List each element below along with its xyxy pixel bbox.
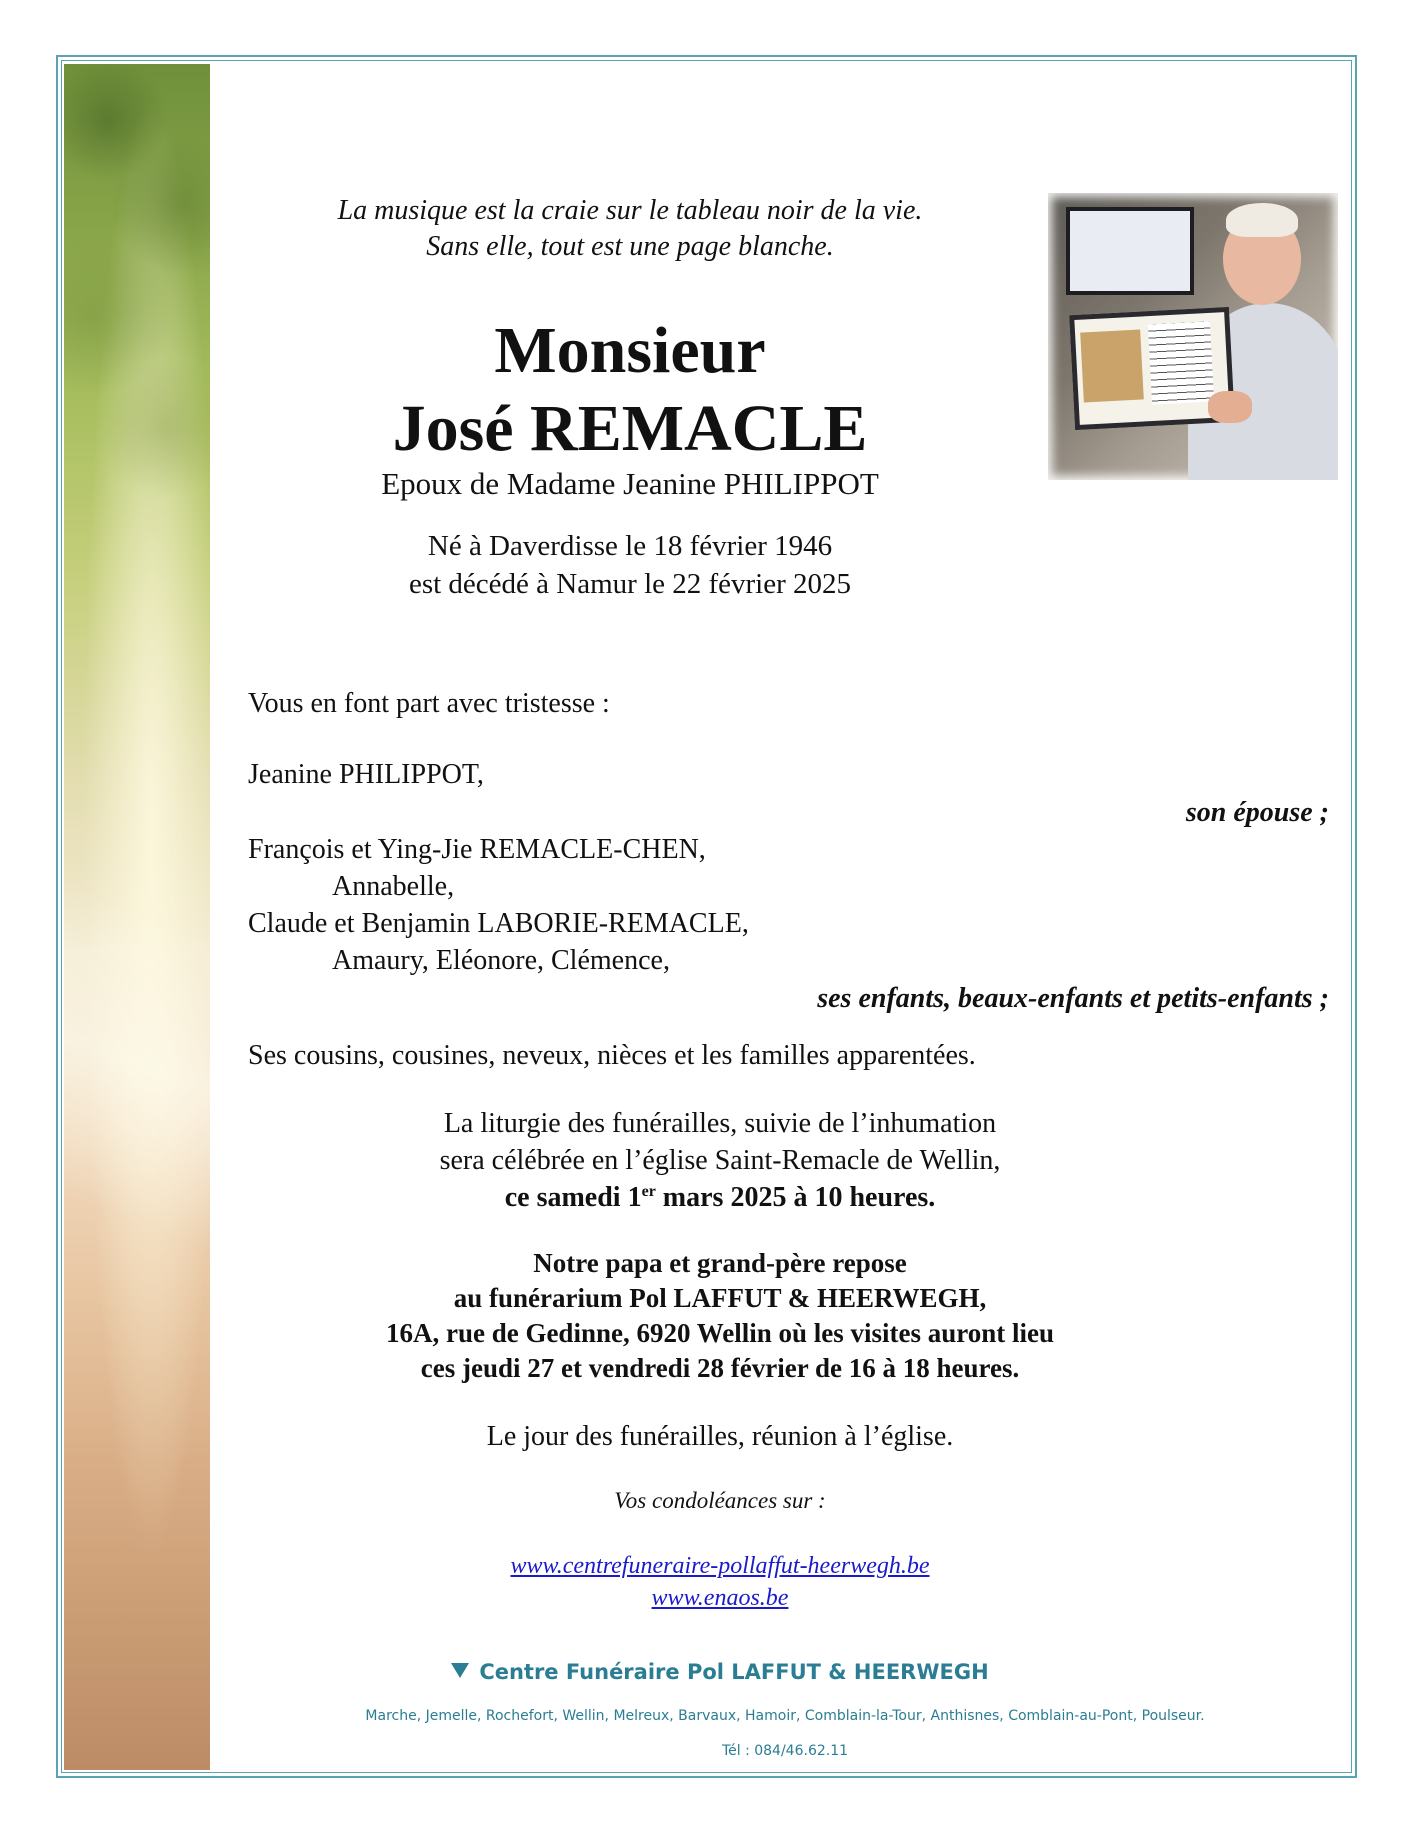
ceremony-line-1: La liturgie des funérailles, suivie de l’inhumation (443, 1108, 997, 1139)
life-dates (240, 527, 1020, 603)
deceased-name (240, 312, 1020, 468)
photo-hair (1226, 203, 1298, 237)
family-line-1: François et Ying-Jie REMACLE-CHEN, (248, 834, 706, 865)
footer-company (330, 1660, 1110, 1684)
footer-phone: Tél : 084/46.62.11 (721, 1743, 849, 1759)
epigraph-quote (240, 193, 1020, 265)
family-line-2: Annabelle, (332, 871, 455, 902)
ceremony-info (330, 1105, 1110, 1216)
reposing-line-2: au funérarium Pol LAFFUT & HEERWEGH, (453, 1283, 987, 1313)
family-line-4: Amaury, Eléonore, Clémence, (332, 945, 670, 976)
death-line: est décédé à Namur le 22 février 2025 (408, 568, 852, 600)
foliage-area (64, 64, 210, 624)
condolence-link-funeral-center[interactable]: www.centrefuneraire-pollaffut-heerwegh.be (510, 1553, 930, 1579)
family-list (248, 831, 749, 979)
ceremony-line-2: sera célébrée en l’église Saint-Remacle de Wellin, (439, 1145, 1001, 1176)
triangle-down-icon (451, 1663, 469, 1678)
reposing-info (330, 1246, 1110, 1386)
photo-music-score (1148, 321, 1214, 404)
announcement-intro: Vous en font part avec tristesse : (248, 688, 610, 719)
title-line-1: Monsieur (494, 314, 766, 387)
quote-line-2: Sans elle, tout est une page blanche. (426, 231, 834, 262)
spouse-name: Jeanine PHILIPPOT, (248, 759, 484, 790)
condolences-label: Vos condoléances sur : (614, 1488, 826, 1513)
condolence-links (330, 1550, 1110, 1614)
relatives-line: Ses cousins, cousines, neveux, nièces et les familles apparentées. (248, 1040, 976, 1071)
condolence-link-enaos[interactable]: www.enaos.be (651, 1585, 789, 1611)
portrait-photo (1048, 193, 1338, 480)
forest-path-side-image (64, 64, 210, 1770)
birth-line: Né à Daverdisse le 18 février 1946 (427, 530, 833, 562)
ceremony-date (330, 1179, 1110, 1216)
photo-hand (1208, 391, 1252, 423)
footer-places: Marche, Jemelle, Rochefort, Wellin, Melreux, Barvaux, Hamoir, Comblain-la-Tour, Anthisnes, Comblain-au-Pont, Poulseur. (365, 1708, 1205, 1724)
spouse-role: son épouse ; (1185, 797, 1329, 828)
ceremony-date-prefix: ce samedi 1 (504, 1182, 642, 1213)
quote-line-1: La musique est la craie sur le tableau noir de la vie. (337, 195, 923, 226)
family-line-3: Claude et Benjamin LABORIE-REMACLE, (248, 908, 749, 939)
sun-ray (64, 824, 210, 1304)
title-line-2: José REMACLE (392, 392, 868, 465)
family-role: ses enfants, beaux-enfants et petits-enfants ; (817, 983, 1329, 1014)
spouse-line: Epoux de Madame Jeanine PHILIPPOT (381, 466, 879, 501)
footer-company-name: Centre Funéraire Pol LAFFUT & HEERWEGH (479, 1660, 989, 1684)
photo-monitor (1066, 207, 1194, 295)
reposing-line-4: ces jeudi 27 et vendredi 28 février de 16 à 18 heures. (420, 1353, 1020, 1383)
reposing-line-3: 16A, rue de Gedinne, 6920 Wellin où les visites auront lieu (385, 1318, 1055, 1348)
reunion-line: Le jour des funérailles, réunion à l’église. (486, 1421, 954, 1452)
photo-manuscript (1080, 329, 1144, 402)
ceremony-date-suffix: mars 2025 à 10 heures. (655, 1182, 936, 1213)
reposing-line-1: Notre papa et grand-père repose (533, 1248, 907, 1278)
ceremony-date-sup: er (641, 1183, 656, 1200)
